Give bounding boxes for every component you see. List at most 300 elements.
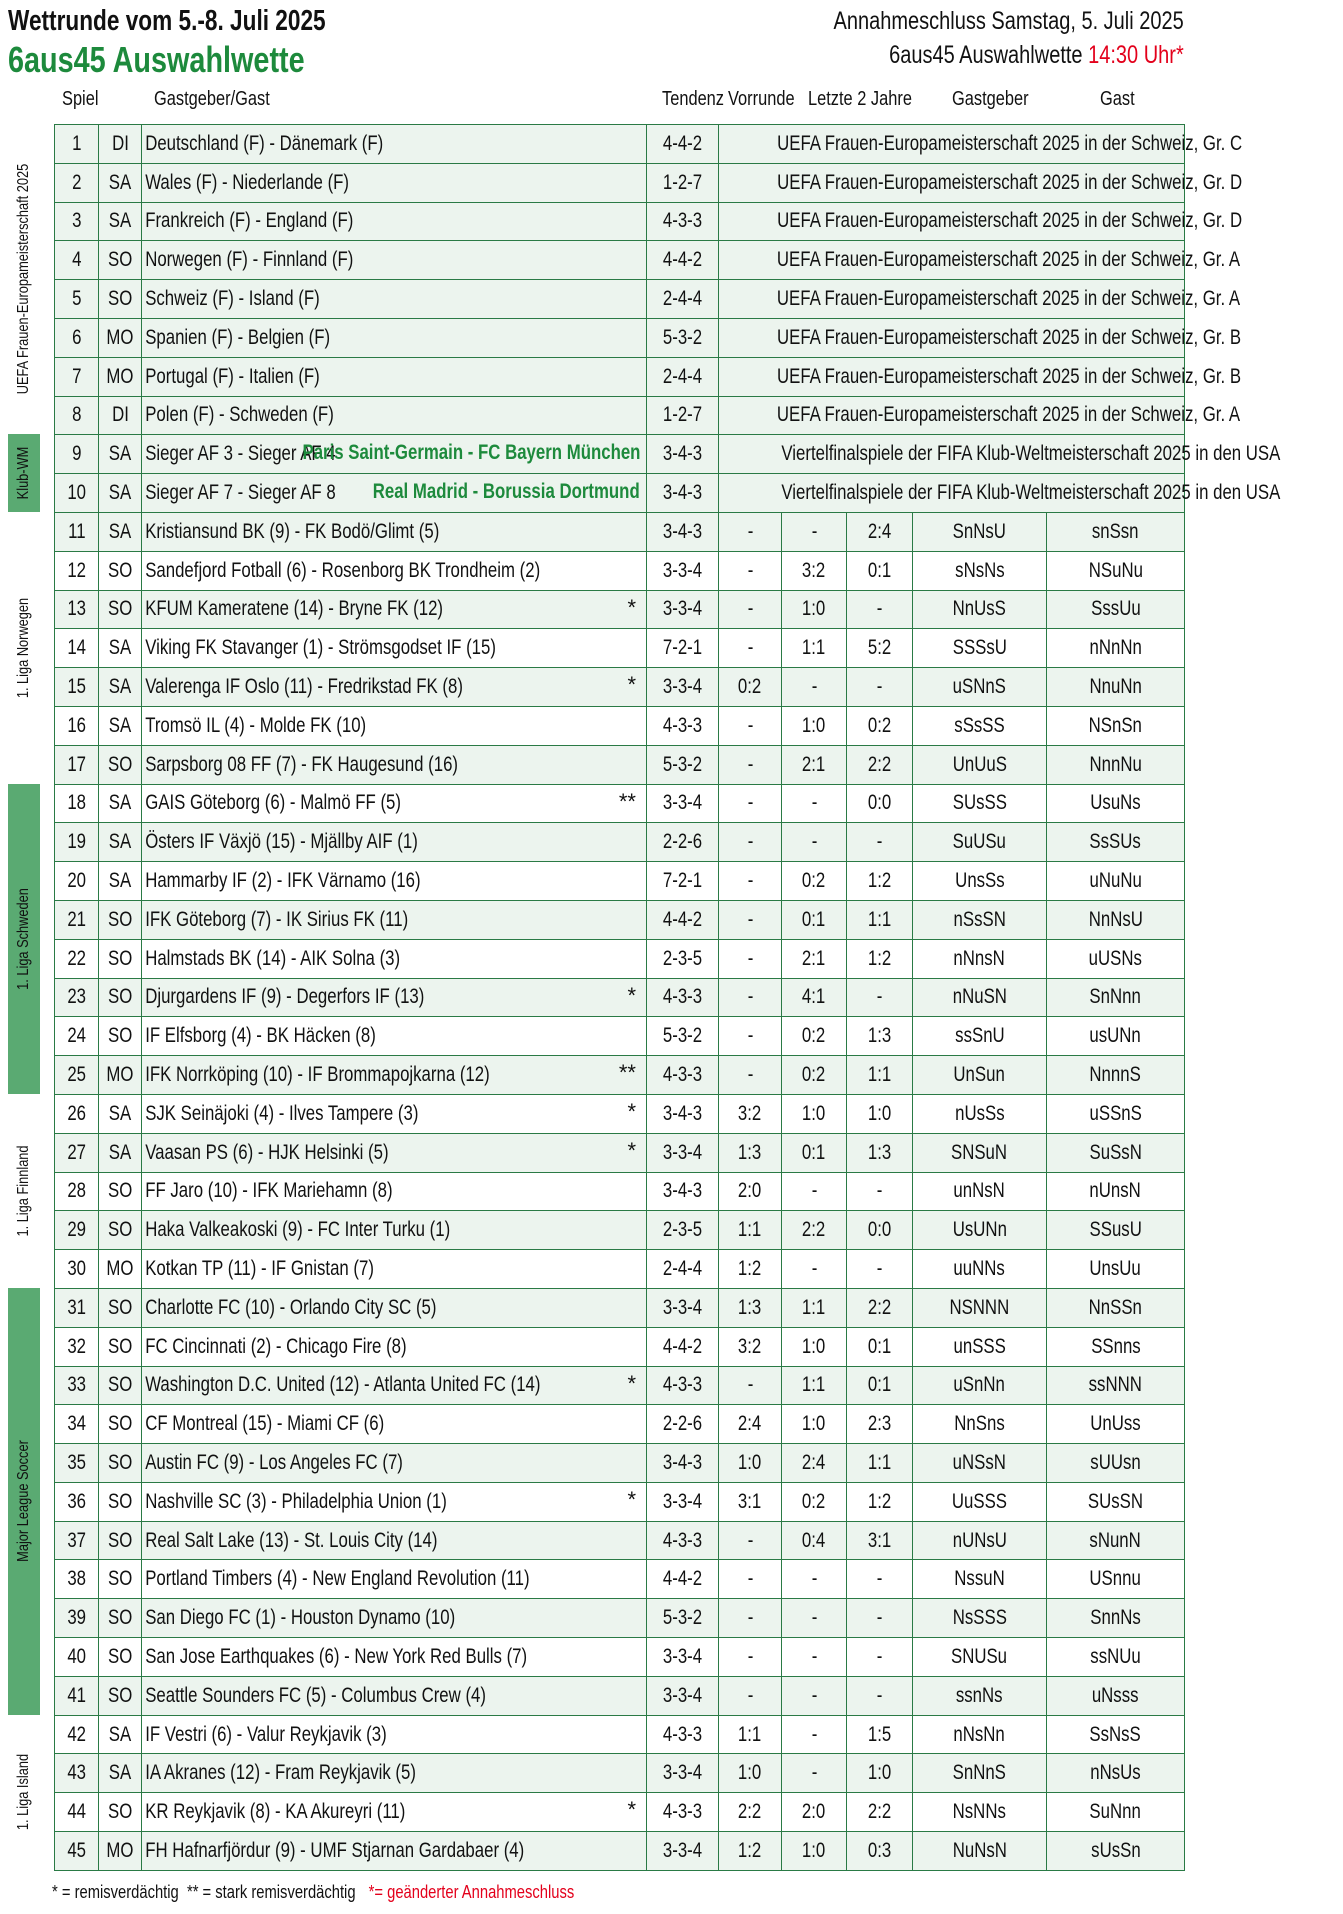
match-teams-text: Portugal (F) - Italien (F): [145, 364, 320, 388]
match-last1: [782, 1405, 847, 1444]
match-teams: [142, 1172, 647, 1211]
legend-changed: *= geänderter Annahmeschluss: [368, 1882, 575, 1902]
table-row: [55, 1405, 1185, 1444]
match-number-text: 33: [67, 1373, 86, 1397]
match-last2-text: 1:1: [867, 907, 892, 931]
match-guest-form-text: SnNnn: [1089, 985, 1142, 1009]
match-guest-form-text: SUsSN: [1087, 1489, 1144, 1513]
match-last1: [782, 1444, 847, 1483]
match-guest-form: [1047, 1327, 1185, 1366]
match-prelim: [719, 1832, 782, 1871]
match-number: [55, 241, 99, 280]
match-prelim-text: -: [747, 791, 753, 815]
match-number-text: 38: [67, 1567, 86, 1591]
match-number: [55, 1288, 99, 1327]
match-number: [55, 1599, 99, 1638]
match-host-form-text: unSSS: [953, 1334, 1006, 1358]
match-number-text: 32: [67, 1334, 86, 1358]
league-group: [8, 434, 40, 512]
table-row: [55, 1715, 1185, 1754]
match-teams: [142, 1638, 647, 1677]
match-guest-form: [1047, 668, 1185, 707]
match-last2-text: 0:0: [867, 1218, 892, 1242]
match-guest-form-text: NnSSn: [1088, 1295, 1143, 1319]
match-teams: [142, 357, 647, 396]
match-tendency: [647, 823, 719, 862]
table-row: [55, 745, 1185, 784]
match-last2: [847, 1211, 913, 1250]
match-number: [55, 1211, 99, 1250]
match-guest-form-text: ssNNN: [1088, 1373, 1143, 1397]
match-day-text: SA: [108, 636, 132, 660]
match-host-form-text: sSsSS: [954, 713, 1005, 737]
match-host-form-text: SNUSu: [951, 1644, 1008, 1668]
match-teams: [142, 1017, 647, 1056]
match-prelim: [719, 978, 782, 1017]
match-last2-text: 1:0: [867, 1761, 892, 1785]
table-row: [55, 784, 1185, 823]
match-last1-text: 2:1: [802, 946, 826, 970]
match-last2: [847, 939, 913, 978]
table-row: [55, 512, 1185, 551]
match-day-text: SO: [107, 1450, 133, 1474]
match-table: [54, 124, 1281, 1871]
match-guest-form-text: usUNn: [1089, 1024, 1142, 1048]
table-row: [55, 939, 1185, 978]
match-guest-form-text: uNuNu: [1089, 869, 1142, 893]
match-tendency: [647, 590, 719, 629]
match-last1-text: 2:2: [802, 1218, 826, 1242]
match-last2: [847, 1560, 913, 1599]
match-prelim-text: 1:3: [738, 1295, 762, 1319]
match-teams: [142, 163, 647, 202]
match-day-text: SA: [108, 442, 132, 466]
match-day: [99, 396, 142, 435]
match-teams-text: FH Hafnarfjördur (9) - UMF Stjarnan Gardabaer (4): [145, 1838, 525, 1862]
match-number-text: 28: [67, 1179, 86, 1203]
match-day: [99, 474, 142, 513]
match-day: [99, 862, 142, 901]
match-guest-form: [1047, 1056, 1185, 1095]
match-tendency: [647, 745, 719, 784]
match-tendency-text: 3-3-4: [662, 791, 703, 815]
match-day-text: SO: [107, 1024, 133, 1048]
match-guest-form-text: SnnNs: [1090, 1606, 1141, 1630]
match-last2: [847, 745, 913, 784]
match-tendency-text: 5-3-2: [662, 325, 703, 349]
match-day: [99, 1133, 142, 1172]
match-last2: [847, 1793, 913, 1832]
match-teams: [142, 1094, 647, 1133]
match-tendency: [647, 1250, 719, 1289]
match-day: [99, 745, 142, 784]
match-tendency-text: 2-4-4: [662, 1257, 703, 1280]
match-guest-form: [1047, 1638, 1185, 1677]
match-last1-text: 1:0: [802, 1101, 826, 1125]
deadline-time: 14:30 Uhr*: [1088, 41, 1184, 69]
match-prelim-text: -: [747, 1373, 753, 1397]
match-tendency-text: 4-4-2: [662, 907, 703, 931]
match-teams: [142, 1288, 647, 1327]
match-prelim: [719, 823, 782, 862]
match-guest-form: [1047, 939, 1185, 978]
match-guest-form: [1047, 706, 1185, 745]
match-teams-text: Sandefjord Fotball (6) - Rosenborg BK Trondheim (2): [145, 558, 541, 582]
match-number-text: 20: [67, 869, 86, 893]
match-guest-form-text: USnnu: [1089, 1567, 1142, 1591]
match-tendency: [647, 1715, 719, 1754]
table-row: [55, 318, 1185, 357]
match-prelim: [719, 668, 782, 707]
match-number: [55, 1715, 99, 1754]
table-row: [55, 1832, 1185, 1871]
match-guest-form: [1047, 784, 1185, 823]
match-day: [99, 590, 142, 629]
match-number-text: 27: [67, 1140, 86, 1164]
match-last2: [847, 1366, 913, 1405]
match-number-text: 1: [71, 131, 82, 155]
match-day: [99, 1676, 142, 1715]
match-last1: [782, 1676, 847, 1715]
match-number-text: 39: [67, 1606, 86, 1630]
match-day: [99, 784, 142, 823]
match-last2: [847, 1832, 913, 1871]
match-last2: [847, 978, 913, 1017]
match-teams: [142, 745, 647, 784]
match-prelim-text: 1:0: [738, 1761, 762, 1785]
match-host-form: [913, 1133, 1047, 1172]
match-guest-form-text: uSSnS: [1089, 1101, 1142, 1125]
match-number: [55, 668, 99, 707]
match-last2-text: -: [876, 1644, 883, 1668]
col-tendenz: Tendenz: [662, 88, 725, 110]
match-number-text: 17: [67, 752, 86, 776]
match-last1-text: -: [811, 791, 817, 815]
match-last2: [847, 1056, 913, 1095]
match-host-form: [913, 706, 1047, 745]
match-host-form: [913, 1017, 1047, 1056]
match-number: [55, 1172, 99, 1211]
match-last1: [782, 900, 847, 939]
match-last1: [782, 668, 847, 707]
match-number-text: 36: [67, 1489, 86, 1513]
match-host-form-text: UsUNn: [952, 1218, 1007, 1242]
match-number-text: 26: [67, 1101, 86, 1125]
match-host-form-text: NnSns: [954, 1412, 1005, 1436]
match-day: [99, 435, 142, 474]
match-day-text: SA: [108, 170, 132, 194]
match-number-text: 10: [67, 481, 86, 505]
match-guest-form-text: sNunN: [1089, 1528, 1142, 1552]
match-last2: [847, 1444, 913, 1483]
match-teams-text: Vaasan PS (6) - HJK Helsinki (5): [145, 1140, 389, 1164]
match-number: [55, 823, 99, 862]
match-day: [99, 1444, 142, 1483]
match-teams-text: Norwegen (F) - Finnland (F): [145, 248, 354, 272]
match-teams: [142, 1521, 647, 1560]
match-day: [99, 357, 142, 396]
match-day-text: SO: [107, 248, 133, 272]
match-guest-form: [1047, 1521, 1185, 1560]
match-tendency-text: 4-4-2: [662, 1334, 703, 1358]
match-host-form-text: SnNnS: [952, 1761, 1007, 1785]
match-tendency-text: 5-3-2: [662, 1606, 703, 1630]
match-number: [55, 1482, 99, 1521]
match-guest-form: [1047, 551, 1185, 590]
match-teams-text: Djurgardens IF (9) - Degerfors IF (13): [145, 985, 425, 1009]
match-last2-text: 0:1: [867, 1334, 892, 1358]
match-host-form: [913, 1793, 1047, 1832]
match-number: [55, 1521, 99, 1560]
match-prelim: [719, 784, 782, 823]
match-teams: [142, 1560, 647, 1599]
match-last1: [782, 590, 847, 629]
match-tendency-text: 3-4-3: [662, 442, 703, 466]
match-info-text: UEFA Frauen-Europameisterschaft 2025 in der Schweiz, Gr. A: [776, 287, 1241, 311]
match-last2: [847, 668, 913, 707]
match-day: [99, 202, 142, 241]
match-prelim: [719, 1405, 782, 1444]
match-last2: [847, 900, 913, 939]
match-last1: [782, 823, 847, 862]
match-last1: [782, 1288, 847, 1327]
match-prelim: [719, 1676, 782, 1715]
page-subtitle: 6aus45 Auswahlwette: [8, 39, 305, 80]
match-tendency-text: 3-3-4: [662, 1489, 703, 1513]
match-tendency: [647, 668, 719, 707]
match-info-text: UEFA Frauen-Europameisterschaft 2025 in der Schweiz, Gr. A: [776, 248, 1241, 272]
match-tendency: [647, 357, 719, 396]
match-day: [99, 280, 142, 319]
match-number-text: 44: [67, 1800, 86, 1824]
match-teams: [142, 280, 647, 319]
match-tendency: [647, 163, 719, 202]
match-tendency: [647, 900, 719, 939]
match-number-text: 18: [67, 791, 86, 815]
match-tendency: [647, 1638, 719, 1677]
match-number-text: 35: [67, 1450, 86, 1474]
match-guest-form-text: NnuNn: [1089, 675, 1142, 699]
match-host-form-text: SSSsU: [952, 636, 1007, 660]
table-row: [55, 1444, 1185, 1483]
table-row: [55, 668, 1185, 707]
match-last1-text: 3:2: [802, 558, 826, 582]
match-teams-text: Polen (F) - Schweden (F): [145, 403, 334, 427]
match-prelim-text: -: [747, 946, 753, 970]
match-day-text: SO: [107, 1683, 133, 1707]
match-host-form: [913, 745, 1047, 784]
match-day-text: SO: [107, 1489, 133, 1513]
match-number-text: 21: [67, 907, 86, 931]
match-guest-form: [1047, 1560, 1185, 1599]
match-teams-text: IF Vestri (6) - Valur Reykjavik (3): [145, 1722, 387, 1746]
match-teams: [142, 125, 647, 164]
match-guest-form: [1047, 590, 1185, 629]
match-day-text: MO: [106, 1838, 134, 1862]
match-number-text: 16: [67, 713, 86, 737]
match-guest-form: [1047, 629, 1185, 668]
match-last2: [847, 629, 913, 668]
match-prelim: [719, 1599, 782, 1638]
match-number-text: 13: [67, 597, 86, 621]
match-day: [99, 1172, 142, 1211]
table-row: [55, 551, 1185, 590]
match-day: [99, 241, 142, 280]
match-last1: [782, 1133, 847, 1172]
match-prelim: [719, 1366, 782, 1405]
match-teams-text: IFK Norrköping (10) - IF Brommapojkarna (12): [145, 1063, 490, 1087]
match-tendency-text: 4-3-3: [662, 1373, 703, 1397]
match-last1-text: 1:1: [802, 636, 826, 660]
table-row: [55, 163, 1185, 202]
match-host-form-text: UnSun: [953, 1063, 1006, 1087]
match-tendency: [647, 318, 719, 357]
match-host-form: [913, 1327, 1047, 1366]
match-day: [99, 900, 142, 939]
match-last2: [847, 590, 913, 629]
legend: [52, 1882, 574, 1903]
match-prelim: [719, 745, 782, 784]
match-tendency-text: 3-3-4: [662, 597, 703, 621]
draw-mark: *: [627, 1797, 636, 1823]
match-tendency: [647, 1560, 719, 1599]
match-tendency-text: 4-3-3: [662, 985, 703, 1009]
match-guest-form: [1047, 1599, 1185, 1638]
match-guest-form: [1047, 978, 1185, 1017]
match-day: [99, 1832, 142, 1871]
match-last1: [782, 862, 847, 901]
league-group-label: UEFA Frauen-Europameisterschaft 2025: [15, 163, 32, 395]
match-tendency: [647, 512, 719, 551]
match-number: [55, 125, 99, 164]
match-guest-form: [1047, 862, 1185, 901]
match-guest-form: [1047, 1676, 1185, 1715]
match-guest-form: [1047, 1017, 1185, 1056]
match-tendency-text: 4-3-3: [662, 1800, 703, 1824]
match-tendency-text: 3-4-3: [662, 1450, 703, 1474]
match-teams-text: GAIS Göteborg (6) - Malmö FF (5): [145, 791, 401, 815]
match-teams-text: Östers IF Växjö (15) - Mjällby AIF (1): [145, 830, 418, 854]
match-tendency-text: 2-3-5: [662, 1218, 703, 1242]
match-number-text: 42: [67, 1722, 86, 1746]
match-last2-text: -: [876, 1179, 883, 1203]
match-last1-text: 2:0: [802, 1800, 826, 1824]
legend-double: ** = stark remisverdächtig: [186, 1882, 356, 1902]
match-day: [99, 706, 142, 745]
match-day: [99, 318, 142, 357]
match-guest-form: [1047, 1754, 1185, 1793]
deadline-time-line: [834, 38, 1184, 72]
match-last2-text: 1:1: [867, 1063, 892, 1087]
league-group-label: 1. Liga Finnland: [15, 1145, 32, 1237]
match-prelim: [719, 939, 782, 978]
match-last2: [847, 1482, 913, 1521]
match-tendency: [647, 629, 719, 668]
match-tendency-text: 3-4-3: [662, 1179, 703, 1203]
match-last1-text: 0:2: [802, 1063, 826, 1087]
match-teams: [142, 202, 647, 241]
match-last1-text: 2:4: [802, 1450, 826, 1474]
match-number-text: 24: [67, 1024, 86, 1048]
match-teams: [142, 474, 647, 513]
match-prelim-text: -: [747, 519, 753, 543]
match-tendency-text: 3-3-4: [662, 1644, 703, 1668]
match-host-form-text: UuSSS: [951, 1489, 1008, 1513]
match-host-form: [913, 1094, 1047, 1133]
match-number: [55, 512, 99, 551]
match-number-text: 5: [71, 287, 82, 311]
match-host-form: [913, 1521, 1047, 1560]
match-host-form-text: uSNnS: [952, 675, 1007, 699]
league-group-label: 1. Liga Schweden: [15, 887, 32, 990]
match-host-form: [913, 1366, 1047, 1405]
match-prelim-text: -: [747, 869, 753, 893]
match-prelim-text: 3:2: [738, 1101, 762, 1125]
match-info: [719, 318, 1242, 357]
match-teams: [142, 1211, 647, 1250]
table-row: [55, 1676, 1185, 1715]
match-teams-text: IF Elfsborg (4) - BK Häcken (8): [145, 1024, 376, 1048]
match-guest-form: [1047, 1288, 1185, 1327]
match-teams-text: FC Cincinnati (2) - Chicago Fire (8): [145, 1334, 407, 1358]
match-day: [99, 163, 142, 202]
match-teams-text: Haka Valkeakoski (9) - FC Inter Turku (1): [145, 1218, 451, 1242]
match-tendency-text: 4-4-2: [662, 131, 703, 155]
match-day-text: SO: [107, 907, 133, 931]
table-row: [55, 241, 1185, 280]
match-host-form-text: NSNNN: [949, 1295, 1010, 1319]
match-last1-text: 1:0: [802, 713, 826, 737]
table-row: [55, 862, 1185, 901]
match-last1: [782, 629, 847, 668]
match-number: [55, 1676, 99, 1715]
match-prelim: [719, 551, 782, 590]
match-tendency-text: 4-4-2: [662, 1567, 703, 1591]
match-number-text: 14: [67, 636, 86, 660]
match-teams-text: Schweiz (F) - Island (F): [145, 287, 320, 311]
match-host-form-text: NuNsN: [952, 1838, 1007, 1862]
table-row: [55, 1017, 1185, 1056]
match-tendency: [647, 1482, 719, 1521]
match-day-text: SO: [107, 1218, 133, 1242]
match-number-text: 6: [71, 325, 82, 349]
match-teams: [142, 435, 647, 474]
match-guest-form: [1047, 1793, 1185, 1832]
match-last2-text: 2:2: [867, 752, 892, 776]
match-day-text: SO: [107, 597, 133, 621]
match-host-form-text: nNuSN: [952, 985, 1007, 1009]
match-tendency-text: 4-3-3: [662, 209, 703, 233]
draw-mark: *: [627, 982, 636, 1008]
match-last1-text: 0:2: [802, 1024, 826, 1048]
match-day-text: SO: [107, 946, 133, 970]
match-day-text: SA: [108, 713, 132, 737]
match-prelim-text: 1:2: [738, 1838, 762, 1862]
table-row: [55, 978, 1185, 1017]
match-day-text: SO: [107, 1412, 133, 1436]
col-gast: Gast: [1100, 88, 1135, 110]
match-last1-text: -: [811, 1761, 817, 1785]
match-host-form-text: nSsSN: [953, 907, 1006, 931]
match-teams: [142, 862, 647, 901]
match-number: [55, 1444, 99, 1483]
match-prelim-text: -: [747, 1063, 753, 1087]
league-group: [8, 784, 40, 1094]
match-teams-text: CF Montreal (15) - Miami CF (6): [145, 1412, 385, 1436]
match-tendency-text: 4-3-3: [662, 1528, 703, 1552]
match-last1: [782, 784, 847, 823]
match-last2-text: -: [876, 1567, 883, 1591]
